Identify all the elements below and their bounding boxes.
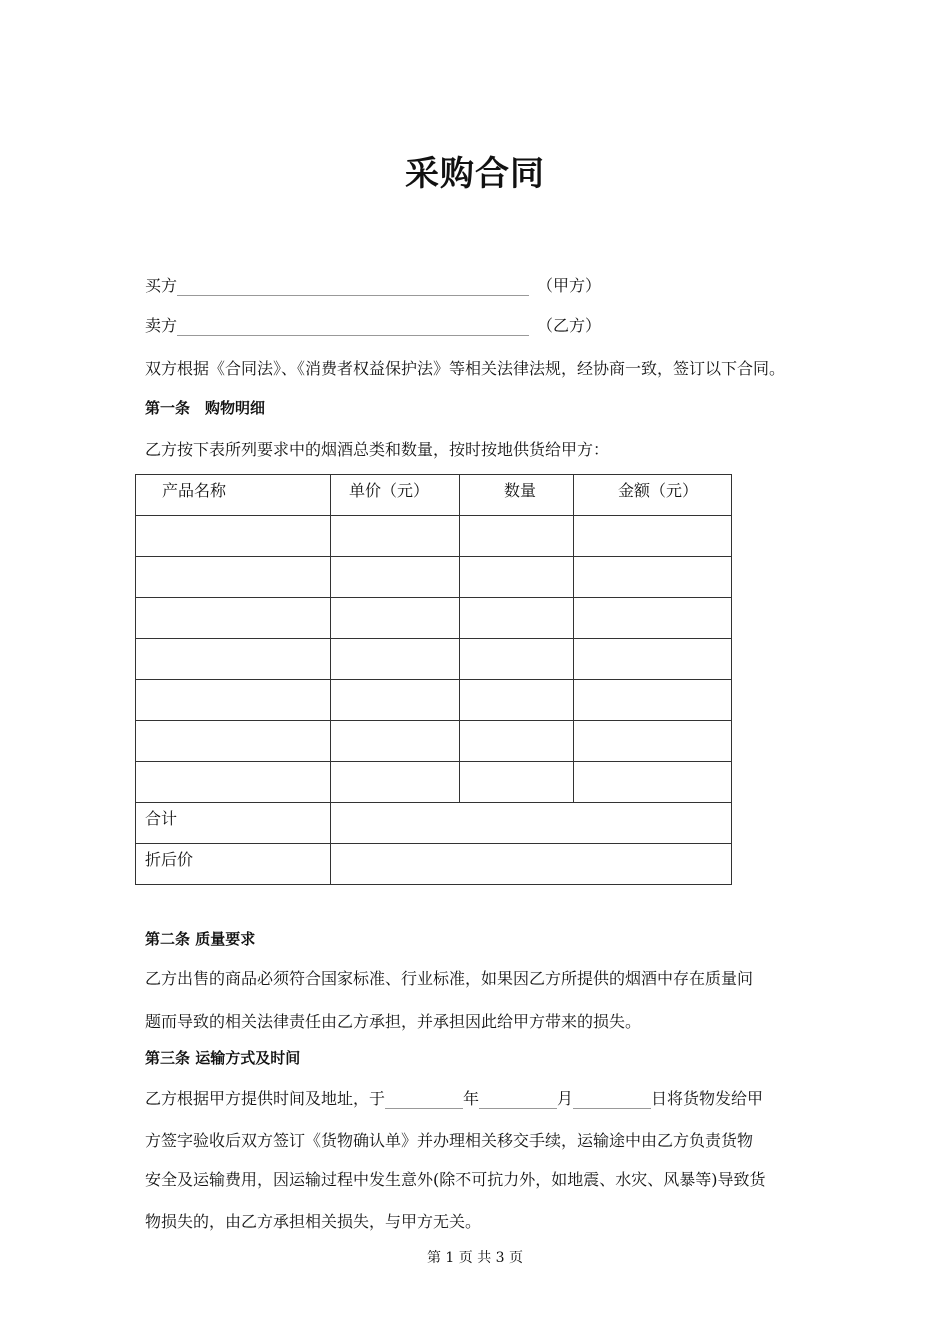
discount-value-cell[interactable] <box>331 844 732 885</box>
year-blank[interactable] <box>385 1092 463 1109</box>
seller-blank[interactable] <box>177 317 529 336</box>
table-cell[interactable] <box>136 557 331 598</box>
table-cell[interactable] <box>331 680 460 721</box>
article3-line1 <box>145 1086 763 1109</box>
total-label-cell: 合计 <box>136 803 331 844</box>
table-row <box>136 680 732 721</box>
table-cell[interactable] <box>331 598 460 639</box>
buyer-line <box>145 276 601 296</box>
month-blank[interactable] <box>479 1092 557 1109</box>
total-row <box>136 803 732 844</box>
table-cell[interactable] <box>331 557 460 598</box>
page-footer: 第 1 页 共 3 页 <box>426 1250 524 1266</box>
table-cell[interactable] <box>460 680 574 721</box>
year-label: 年 <box>463 1089 480 1108</box>
table-header-row <box>136 475 732 516</box>
day-blank[interactable] <box>573 1092 651 1109</box>
seller-line <box>145 316 601 336</box>
goods-table <box>135 474 732 885</box>
table-cell[interactable] <box>460 639 574 680</box>
table-cell[interactable] <box>136 639 331 680</box>
buyer-label: 买方 <box>145 276 178 295</box>
table-cell[interactable] <box>574 598 732 639</box>
table-cell[interactable] <box>460 516 574 557</box>
month-label: 月 <box>557 1089 574 1108</box>
header-quantity: 数量 <box>460 475 574 516</box>
buyer-blank[interactable] <box>177 277 529 296</box>
table-row <box>136 557 732 598</box>
table-cell[interactable] <box>136 721 331 762</box>
total-value-cell[interactable] <box>331 803 732 844</box>
article1-heading: 第一条 购物明细 <box>145 399 266 417</box>
table-cell[interactable] <box>460 598 574 639</box>
article1-text: 乙方按下表所列要求中的烟酒总类和数量，按时按地供货给甲方： <box>145 440 610 459</box>
table-row <box>136 598 732 639</box>
discount-label-cell: 折后价 <box>136 844 331 885</box>
article3-line1-end: 日将货物发给甲 <box>651 1089 764 1108</box>
table-cell[interactable] <box>136 762 331 803</box>
article2-line2: 题而导致的相关法律责任由乙方承担，并承担因此给甲方带来的损失。 <box>145 1012 642 1031</box>
table-cell[interactable] <box>460 721 574 762</box>
discount-row <box>136 844 732 885</box>
table-cell[interactable] <box>136 516 331 557</box>
table-cell[interactable] <box>136 680 331 721</box>
header-product-name: 产品名称 <box>136 475 331 516</box>
article2-line1: 乙方出售的商品必须符合国家标准、行业标准，如果因乙方所提供的烟酒中存在质量问 <box>145 969 754 988</box>
article3-line4: 物损失的，由乙方承担相关损失，与甲方无关。 <box>145 1212 482 1231</box>
table-cell[interactable] <box>574 680 732 721</box>
table-cell[interactable] <box>574 762 732 803</box>
table-cell[interactable] <box>331 721 460 762</box>
intro-paragraph: 双方根据《合同法》、《消费者权益保护法》等相关法律法规，经协商一致，签订以下合同。 <box>145 359 786 378</box>
article3-heading: 第三条 运输方式及时间 <box>145 1049 301 1067</box>
table-cell[interactable] <box>136 598 331 639</box>
table-cell[interactable] <box>331 639 460 680</box>
header-unit-price: 单价（元） <box>331 475 460 516</box>
article2-heading: 第二条 质量要求 <box>145 930 256 948</box>
table-cell[interactable] <box>574 721 732 762</box>
table-row <box>136 762 732 803</box>
table-cell[interactable] <box>331 762 460 803</box>
table-cell[interactable] <box>574 639 732 680</box>
table-row <box>136 639 732 680</box>
table-cell[interactable] <box>574 516 732 557</box>
table-row <box>136 516 732 557</box>
buyer-suffix: （甲方） <box>537 276 602 295</box>
article3-line3: 安全及运输费用，因运输过程中发生意外(除不可抗力外，如地震、水灾、风暴等)导致货 <box>145 1170 766 1189</box>
table-cell[interactable] <box>574 557 732 598</box>
article3-line2: 方签字验收后双方签订《货物确认单》并办理相关移交手续，运输途中由乙方负责货物 <box>145 1131 754 1150</box>
table-cell[interactable] <box>460 557 574 598</box>
header-amount: 金额（元） <box>574 475 732 516</box>
table-cell[interactable] <box>460 762 574 803</box>
seller-label: 卖方 <box>145 316 178 335</box>
seller-suffix: （乙方） <box>537 316 602 335</box>
table-row <box>136 721 732 762</box>
table-cell[interactable] <box>331 516 460 557</box>
document-title: 采购合同 <box>405 154 545 194</box>
article3-line1-start: 乙方根据甲方提供时间及地址，于 <box>145 1089 386 1108</box>
